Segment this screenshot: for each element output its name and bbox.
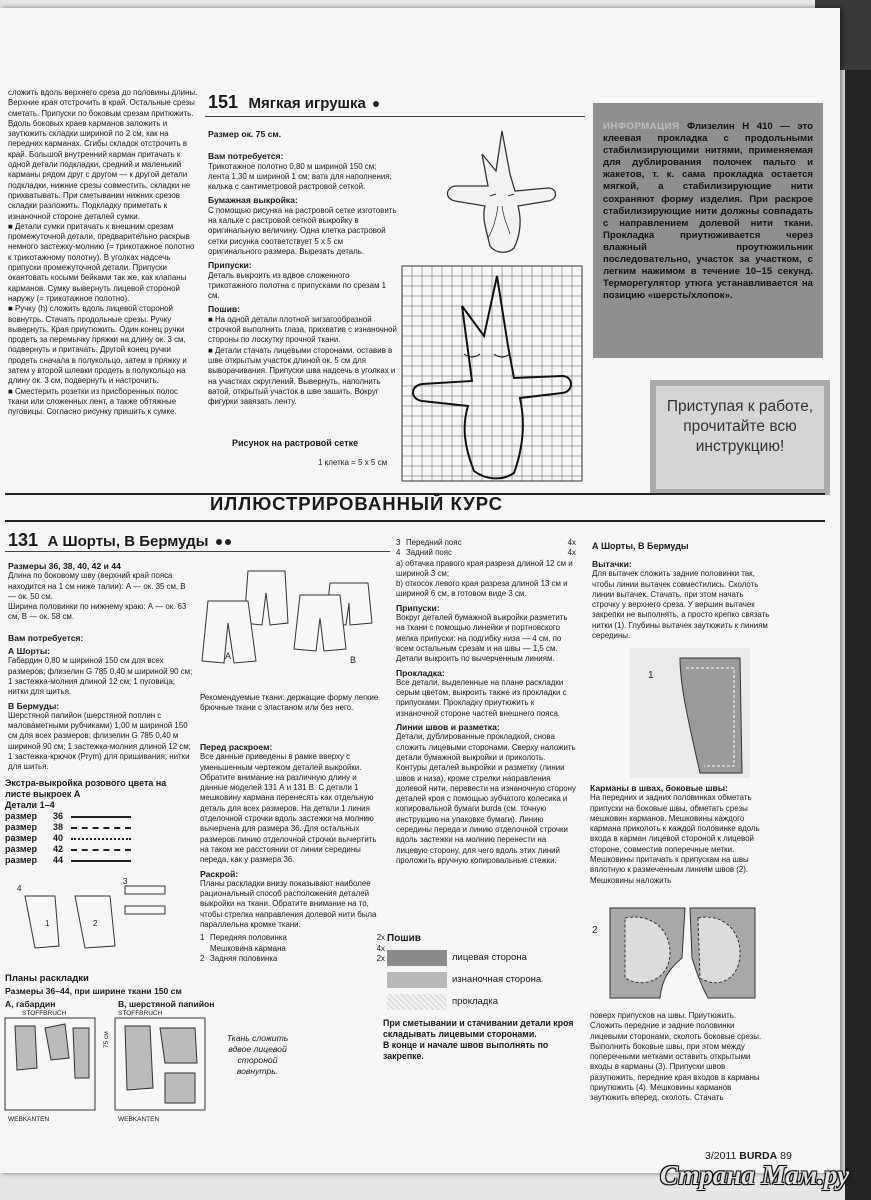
part-row: 3 Передний пояс 4x — [396, 538, 576, 547]
toy-instructions — [208, 126, 398, 407]
difficulty-dot-icon — [216, 539, 222, 545]
pattern-thumbnails — [15, 876, 190, 966]
bermuda-b-text: Шерстяной папийон (шерстяной поплин с маловаметными рубчиками) 1,00 м шириной 150 см для всех размеров; флизелин G 785 0,40 м шириной 90 см; 1 застежка-молния длиной 12 см; 1 застежка-крючок (Prym) для пришивания; нитки для шитья. — [8, 710, 191, 772]
shorts-illustration — [200, 563, 380, 673]
size-row: размер 42 — [5, 844, 190, 855]
shorts-col-2 — [200, 693, 385, 964]
size-row: размер 36 — [5, 811, 190, 822]
extra-heading: Экстра-выкройка розового цвета на листе выкроек А — [5, 778, 167, 799]
fabric-continued: Рекомендуемые ткани: держащие форму легкие брючные ткани с эластаном или без него. — [200, 693, 379, 713]
right-col-heading: А Шорты, В Бермуды — [592, 541, 689, 551]
layout-subheading: Размеры 36–44, при ширине ткани 150 см — [5, 986, 182, 996]
marks-heading: Линии швов и разметка: — [396, 722, 500, 733]
size-line-sample — [71, 816, 131, 818]
extra-pattern-box — [5, 778, 190, 866]
shorts-col-3 — [396, 538, 576, 866]
grid-caption: Рисунок на растровой сетке — [232, 438, 359, 448]
bag-instructions-text: сложить вдоль верхнего среза до половины длины. Верхние края отстрочить в край. Остальные срезы сметать. Припуски по боковым срезам притюжить. Вдоль боковых краев карманов заложить и заутюжить складки шириной по 2 см, как на передних карманах. Сгибы складок отстрочить в край. Большой внутренний карман притачать к одной детали подкладки, средний и маленький карманы рядом друг с другом — к другой детали подкладки, нижние срезы совместить, складки не прихватывать. При сметывании нижних срезов складки разложить. Подкладку приметать к изнаночной стороне деталей сумки. ■ Детали сумки притачать к внешним срезам промежуточной детали, предварительно раскрыв немного застежку-молнию (= трикотажное полотно к трикотажному полотну). В уголках надсечь припуски промежуточной детали. Припуски окантовать косыми бейками так же, как клапаны карманов. Сумку вывернуть лицевой стороной наружу (= трикотажное полотно). ■ Ручку (h) сложить вдоль лицевой стороной вовнутрь. Стачать продольные срезы. Ручку вывернуть. Края приутюжить. Один конец ручки продеть за перемычку пряжки на длину ок. 3 см, подвернуть и притачать. Другой конец ручки продеть сначала в полукольцо, затем в пряжку и затем у второй шлевки продеть в полукольцо на длину ок. 3 см, подвернуть и настрочить. ■ Сместерить розетки из присборенных полос ткани или сложенных лент, а также обтяжные пуговицы. Согласно рисунку пришить к сумке. — [8, 88, 198, 417]
interfacing-text: Все детали, выделенные на плане раскладки серым цветом, выкроить также из прокладки с припусками. Прокладку приутюжить к изнаночной стороне частей внешнего пояса. — [396, 677, 567, 718]
extra-parts: Детали 1–4 — [5, 800, 55, 810]
label-b: B — [350, 655, 357, 665]
label-a: A — [225, 651, 232, 661]
svg-text:1: 1 — [648, 670, 654, 681]
svg-text:4: 4 — [17, 884, 22, 893]
shorts-col-4 — [592, 538, 770, 641]
course-title: ИЛЛЮСТРИРОВАННЫЙ КУРС — [210, 493, 503, 514]
before-cut-heading: Перед раскроем: — [200, 742, 273, 752]
layout-plans — [5, 1018, 235, 1113]
legend-heading: Пошив — [387, 933, 421, 944]
part-row: 1 Передняя половинка 2x — [200, 933, 385, 943]
toy-sketch — [430, 126, 580, 266]
bermuda-b-heading: B Бермуды: — [8, 700, 60, 711]
section-151-number: 151 — [208, 92, 239, 112]
size-row: размер 40 — [5, 833, 190, 844]
difficulty-dot-icon — [225, 539, 231, 545]
darts-text: Для вытачек сложить задние половинки так, чтобы линии вытачек совместились. Сколоть линии вытачек. Стачать, при этом начать строчку у верхнего среза. У вершин вытачек закрепки не выполнять, а просто крепко связать нитки (1). Глубины вытачек заутюжить к линиям середины. — [592, 569, 770, 641]
toy-sew-heading: Пошив: — [208, 304, 241, 315]
legend-swatch-right-side — [387, 950, 447, 966]
information-text: Флизелин H 410 — это клеевая прокладка с продольными стабилизирующими нитями, применяемая для дублирования полочек пальто и жакетов, т. к. сама прокладка остается мягкой, а стабилизирующие нити сохраняют форму изделия. При раскрое стабилизирующие нити должны совпадать с направлением долевой нити ткани. Прокладка приутюживается через влажный проутюжильник последовательно, участок за участком, с легким нажимом в течение 10–15 секунд. Терморегулятор утюга устанавливается на позицию «шерсть/хлопок». — [603, 121, 813, 302]
svg-text:1: 1 — [45, 919, 50, 928]
svg-text:2: 2 — [592, 925, 598, 936]
facing-text: а) обтачка правого края разреза длиной 12 см и шириной 3 см; b) откосок левого края разреза длиной 13 см и шириной 6 см, в готовом виде 3 см. — [396, 558, 573, 599]
size-rows — [5, 811, 190, 866]
size-row: размер 38 — [5, 822, 190, 833]
cutting-text: Планы раскладки внизу показывают наиболее рациональный способ расположения деталей выкройки на ткани. Обратите внимание на то, чтобы стрелка направления долевой нити была параллельна кромке ткани. — [200, 878, 377, 930]
legend-interfacing: прокладка — [452, 996, 498, 1007]
section-131-title: А Шорты, В Бермуды — [47, 533, 209, 550]
magazine-page — [0, 8, 840, 1173]
part-row: 4 Задний пояс 4x — [396, 548, 576, 558]
page-number: 89 — [780, 1150, 792, 1162]
pockets-text-2: поверх припусков на швы. Приутюжить. Сложить передние и задние половинки лицевыми сторонами, сколоть боковые срезы. Выполнить боковые швы, при этом между поперечными метками оставить открытыми входы в карманы (3). Припуски швов разутюжить, передние края входов в карманы приутюжить (4). Мешковины карманов заутюжить вперед, сколоть. Стачать — [590, 1011, 762, 1103]
toy-grid-drawing — [402, 266, 582, 481]
legend-swatch-interfacing — [387, 994, 447, 1010]
pockets-heading: Карманы в швах, боковые швы: — [590, 783, 728, 793]
interfacing-heading: Прокладка: — [396, 667, 445, 678]
shorts-a-text: Габардин 0,80 м шириной 150 см для всех размеров; флизелин G 785 0,40 м шириной 90 см; 1 застежка-молния длиной 12 см; 1 пуговица; нитки для шитья. — [8, 656, 193, 697]
layout-heading: Планы раскладки — [5, 973, 89, 984]
allow-heading: Припуски: — [396, 602, 440, 613]
marks-text: Детали, дублированные прокладкой, снова сложить лицевыми сторонами. Сверху наложить детали бумажной выкройки и приколоть. Контуры деталей выкройки и разметку (линии швов и низа), кроме стрелки направления долевой нити, перевести на изнаночную сторону деталей кроя с помощью зубчатого колесика и копировальной бумаги burda (см. точную инструкцию на упаковке бумаги). Линию середины переда и линию отделочной строчки вдоль застежки на молнию перенести на лицевую сторону, для чего вдоль этих линий проложить вручную копировальные стежки. — [396, 732, 576, 865]
pockets-block-2 — [590, 1011, 768, 1104]
size-line-sample — [71, 838, 131, 840]
toy-paper-heading: Бумажная выкройка: — [208, 195, 298, 206]
pocket-illustration — [590, 898, 770, 1008]
tip-box — [650, 380, 830, 495]
toy-size: Размер ок. 75 см. — [208, 129, 282, 139]
tip-text: Приступая к работе, прочитайте всю инструкцию! — [666, 398, 814, 455]
part-row: 2 Задняя половинка 2x — [200, 953, 385, 963]
selvage-label-b: WEBKANTEN — [118, 1116, 160, 1123]
pockets-text: На передних и задних половинках обметать припуски на боковые швы, обметать срезы мешковин карманов. Мешковины каждого кармана приколоть к каждой половинке вдоль входа в карман лицевой стороной к лицевой стороне, совместив поперечные метки. Мешковины притачать к припускам на швы вплотную к размеченным линиям швов (2). Мешковины наложить — [590, 793, 760, 885]
size-line-sample — [71, 827, 131, 829]
legend-swatch-wrong-side — [387, 972, 447, 988]
pockets-block — [590, 780, 770, 886]
section-151-header — [208, 92, 379, 113]
page-edge-shadow — [845, 0, 871, 1200]
information-box — [593, 103, 823, 358]
before-cut-text: Все данные приведены в рамке вверху с уменьшенным чертежом деталей выкройки. Обратите внимание на различную длину и данные моделей 131 А и 131 B. С детали 1 мешковину кармана перенесять как отдельную деталь для всех размеров. На детали 1 линия отделочной строчки вдоль застежки на молнию вычерчена для размера 36. Для остальных размеров линию отделочной строчки вычертить на таком же расстоянии от линии середины переда, как у размера 36. — [200, 752, 377, 865]
layout-dimension: 75 см — [103, 1031, 110, 1048]
legend-right-side: лицевая сторона — [452, 952, 527, 963]
shorts-a-heading: А Шорты: — [8, 646, 51, 657]
pin-note: При сметывании и стачивании детали кроя складывать лицевыми сторонами. В конце и начале швов выполнять по закрепке. — [383, 1018, 574, 1061]
section-131-header — [8, 530, 231, 551]
need-heading: Вам потребуется: — [8, 632, 84, 643]
fold-note: Ткань сложить вдвое лицевой стороной вовнутрь. — [226, 1033, 289, 1076]
selvage-label-a: WEBKANTEN — [8, 1116, 50, 1123]
dart-illustration — [630, 648, 750, 778]
toy-paper: С помощью рисунка на растровой сетке изготовить на кальке с растровой сеткой выкройку в оригинальную величину. Одна клетка растровой сетки рисунка соответствует 5 x 5 см оригинального размера. Вырезать деталь. — [208, 205, 397, 256]
legend-wrong-side: изнаночная сторона — [452, 974, 542, 985]
size-line-sample — [71, 860, 131, 862]
information-heading: ИНФОРМАЦИЯ — [603, 121, 680, 132]
cutting-heading: Раскрой: — [200, 868, 239, 879]
brand: BURDA — [739, 1150, 778, 1162]
allow-text: Вокруг деталей бумажной выкройки разметить на ткани с помощью линейки и портновского мелка припуски: на подгибку низа — 4 см, по всем остальным срезам и на швы — 1,5 см. Детали выкроить по вычерченным линиям. — [396, 613, 568, 664]
sizes-heading: Размеры 36, 38, 40, 42 и 44 — [8, 561, 121, 571]
layout-a-label: А, габардин — [5, 999, 56, 1009]
parts-list — [200, 933, 385, 964]
fold-label-b: STOFFBRUCH — [118, 1010, 163, 1017]
toy-need: Трикотажное полотно 0,80 м шириной 150 см; лента 1,30 м шириной 1 см; вата для наполнения; калька с сантиметровой растровой сеткой. — [208, 161, 392, 192]
size-line-sample — [71, 849, 131, 851]
divider — [5, 551, 390, 552]
grid-scale: 1 клетка = 5 x 5 см — [318, 458, 388, 467]
issue-number: 3/2011 — [705, 1150, 737, 1162]
sizes-text: Длина по боковому шву (верхний край пояса находится на 1 см ниже талии): А — ок. 35 см, B — ок. 50 см. Ширина половинки по нижнему краю: А — ок. 63 см, B — ок. 58 см. — [8, 571, 187, 622]
section-131-number: 131 — [8, 530, 39, 550]
toy-allow: Деталь выкроить из вдвое сложенного трикотажного полотна с припусками по срезам 1 см. — [208, 270, 387, 301]
svg-text:3: 3 — [123, 877, 128, 886]
site-watermark: Страна Мам.ру — [660, 1160, 850, 1190]
shorts-col-1 — [8, 558, 194, 772]
bag-instructions — [8, 88, 198, 418]
darts-heading: Вытачки: — [592, 559, 632, 569]
toy-sew: ■ На одной детали плотной зигзагообразной строчкой выполнить глаза, прихватив с изнаночной стороны по лоскутку прочной ткани. ■ Детали стачать лицевыми сторонами, оставив в шве открытым участок длиной ок. 5 см для выворачивания. Припуски шва надсечь в уголках и на участках скруглений. Вывернуть, наполнить ватой, открытый участок в шве зашить. Вокруг фигурки завязать ленту. — [208, 314, 397, 407]
section-151-title: Мягкая игрушка — [248, 95, 366, 112]
course-divider-bottom — [5, 520, 825, 522]
divider — [205, 116, 585, 117]
svg-text:2: 2 — [93, 919, 98, 928]
fold-label-a: STOFFBRUCH — [22, 1010, 67, 1017]
toy-allow-heading: Припуски: — [208, 260, 252, 271]
toy-need-heading: Вам потребуется: — [208, 151, 284, 162]
difficulty-dot-icon — [373, 101, 379, 107]
size-row: размер 44 — [5, 855, 190, 866]
part-row: Мешковина кармана 4x — [210, 943, 385, 953]
layout-b-label: B, шерстяной папийон — [118, 999, 215, 1009]
